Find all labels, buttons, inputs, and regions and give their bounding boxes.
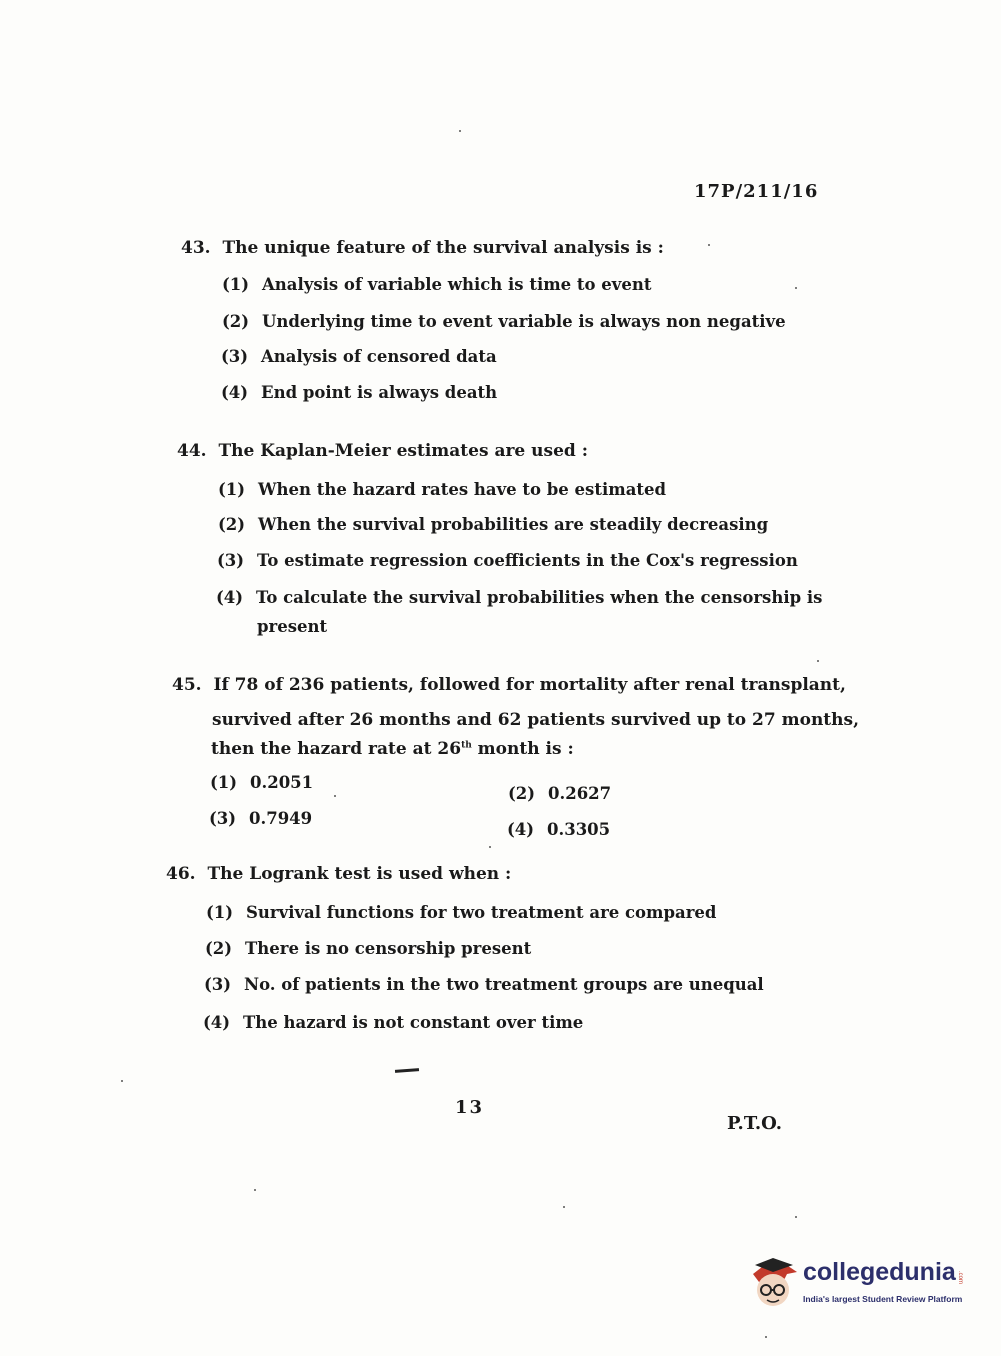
- option-number: (2): [508, 784, 536, 803]
- option: [203, 1013, 583, 1032]
- question-number: 43.: [181, 238, 211, 258]
- option: [218, 515, 768, 534]
- option-text: End point is always death: [261, 383, 498, 402]
- option: [204, 975, 764, 994]
- option: [217, 551, 798, 570]
- option-text: No. of patients in the two treatment groups are unequal: [244, 975, 764, 994]
- option-text: 0.2627: [548, 784, 612, 803]
- option-text: To estimate regression coefficients in the Cox's regression: [257, 551, 798, 570]
- paper-code: 17P/211/16: [694, 181, 819, 202]
- option-text: 0.7949: [249, 809, 313, 828]
- option-text: When the survival probabilities are steadily decreasing: [258, 515, 769, 534]
- scan-speck: [121, 1080, 123, 1082]
- option-number: (3): [221, 347, 249, 366]
- option: [222, 275, 651, 294]
- question-number: 46.: [166, 864, 196, 884]
- scan-speck: [708, 244, 710, 246]
- collegedunia-logo: [745, 1252, 975, 1312]
- option-text: Underlying time to event variable is always non negative: [262, 312, 786, 331]
- pto-label: P.T.O.: [727, 1113, 783, 1134]
- option: [205, 939, 531, 958]
- question-stem-line: If 78 of 236 patients, followed for mortality after renal transplant,: [213, 675, 846, 695]
- option: [206, 903, 716, 922]
- option-number: (1): [206, 903, 234, 922]
- option-number: (2): [205, 939, 233, 958]
- option-number: (1): [222, 275, 250, 294]
- option-number: (2): [218, 515, 246, 534]
- option-number: (3): [204, 975, 232, 994]
- scan-speck: [817, 660, 819, 662]
- question-stem: The Logrank test is used when :: [207, 864, 512, 884]
- option-number: (3): [209, 809, 237, 828]
- option-number: (1): [218, 480, 246, 499]
- scan-speck: [489, 846, 491, 848]
- logo-wordmark: collegedunia: [803, 1258, 956, 1286]
- option: [221, 383, 497, 402]
- logo-com: .com: [957, 1271, 963, 1285]
- option-text: Survival functions for two treatment are compared: [246, 903, 717, 922]
- option-text: When the hazard rates have to be estimated: [258, 480, 667, 499]
- option: [508, 784, 611, 803]
- option-number: (4): [203, 1013, 231, 1032]
- option: [221, 347, 497, 366]
- option-number: (4): [507, 820, 535, 839]
- logo-tagline: India's largest Student Review Platform: [803, 1294, 963, 1304]
- dash-mark: [395, 1068, 419, 1073]
- question-stem-line: survived after 26 months and 62 patients survived up to 27 months,: [212, 710, 860, 730]
- option-number: (3): [217, 551, 245, 570]
- option-text: 0.2051: [250, 773, 314, 792]
- option-number: (4): [216, 588, 244, 607]
- scan-speck: [459, 130, 461, 132]
- question-43: [181, 238, 664, 258]
- option-continuation: present: [257, 617, 328, 636]
- option-text: There is no censorship present: [245, 939, 532, 958]
- question-stem: The unique feature of the survival analysis is :: [222, 238, 664, 258]
- superscript: th: [461, 740, 472, 751]
- option-number: (2): [222, 312, 250, 331]
- question-number: 44.: [177, 441, 207, 461]
- scan-speck: [765, 1336, 767, 1338]
- option-text: To calculate the survival probabilities when the censorship is: [256, 588, 823, 607]
- scan-speck: [254, 1189, 256, 1191]
- scan-speck: [795, 1216, 797, 1218]
- option: [507, 820, 610, 839]
- option-text: 0.3305: [547, 820, 611, 839]
- option: [222, 312, 786, 331]
- stem-text: then the hazard rate at 26: [211, 739, 462, 759]
- mascot-icon: [745, 1252, 801, 1312]
- option-text: The hazard is not constant over time: [243, 1013, 584, 1032]
- option: [216, 588, 822, 607]
- option: [209, 809, 312, 828]
- page-number: 13: [455, 1097, 485, 1118]
- scan-speck: [795, 287, 797, 289]
- question-stem: The Kaplan-Meier estimates are used :: [218, 441, 588, 461]
- question-46: [166, 864, 511, 884]
- option: [218, 480, 666, 499]
- option: [210, 773, 313, 792]
- option-number: (4): [221, 383, 249, 402]
- option-number: (1): [210, 773, 238, 792]
- scan-speck: [334, 795, 336, 797]
- question-45: [172, 675, 846, 695]
- stem-text: month is :: [471, 739, 574, 759]
- question-number: 45.: [172, 675, 202, 695]
- option-text: Analysis of censored data: [261, 347, 497, 366]
- question-stem-line: [211, 739, 574, 759]
- scan-speck: [563, 1206, 565, 1208]
- option-text: Analysis of variable which is time to event: [262, 275, 652, 294]
- question-44: [177, 441, 588, 461]
